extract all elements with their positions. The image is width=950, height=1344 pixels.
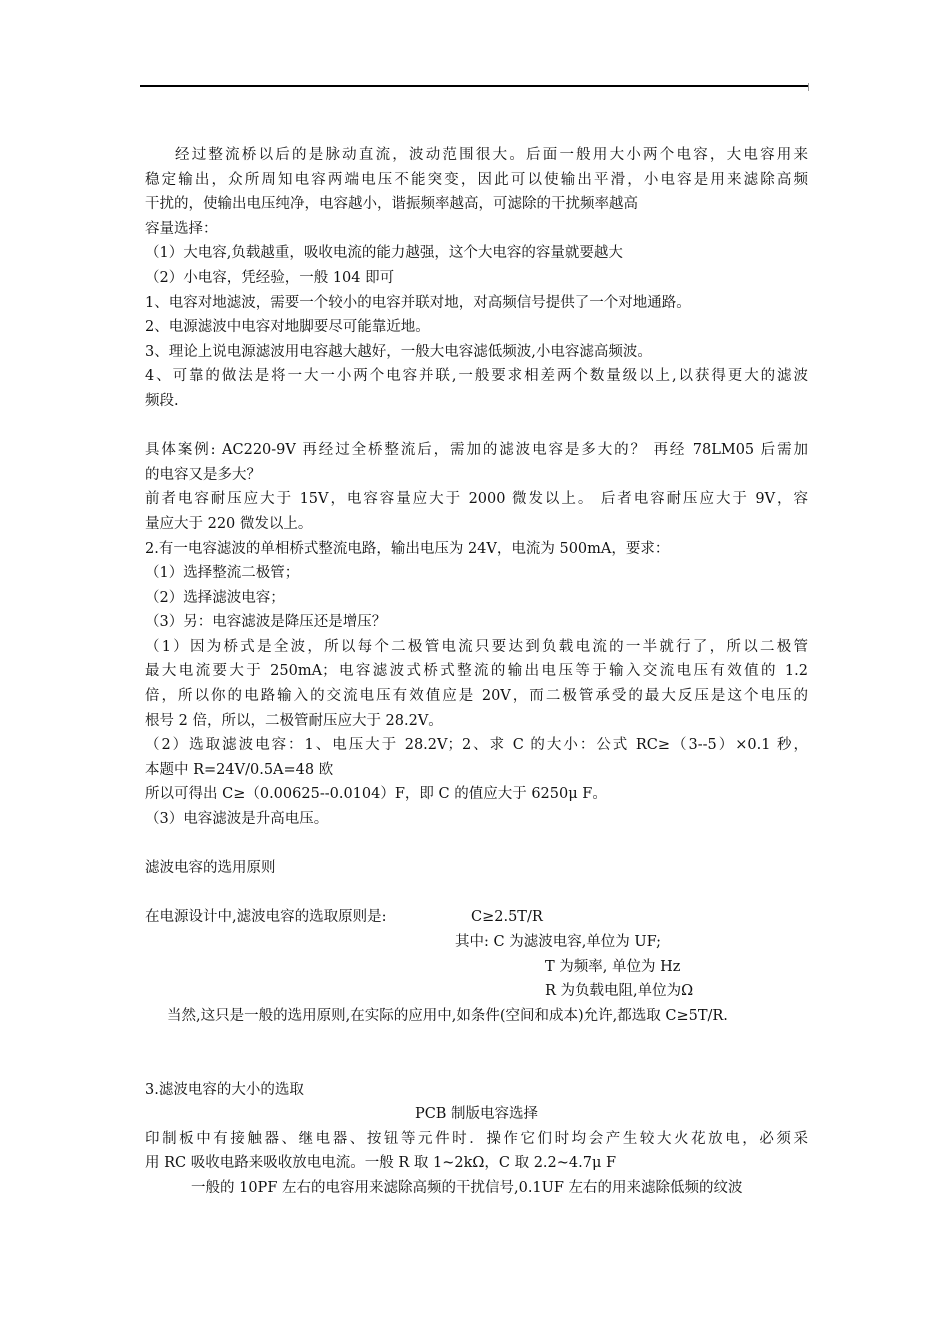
- blank-line: [145, 414, 808, 439]
- paragraph-line: 的电容又是多大？: [145, 466, 261, 483]
- paragraph-line: 一般的 10PF 左右的电容用来滤除高频的干扰信号,0.1UF 左右的用来滤除低频的纹波: [191, 1179, 743, 1196]
- paragraph-line: （2）选择滤波电容；: [145, 589, 285, 606]
- paragraph-line: （2）选取滤波电容：1、电压大于 28.2V；2、求 C 的大小：公式 RC≥（3--5）×0.1 秒，: [145, 737, 808, 754]
- blank-line: [145, 832, 808, 857]
- paragraph-line: （1）大电容,负载越重，吸收电流的能力越强，这个大电容的容量就要越大: [145, 245, 623, 262]
- formula-line: [145, 905, 808, 930]
- blank-line: [145, 1028, 808, 1053]
- document-body: [145, 143, 808, 1201]
- paragraph-line: 3、理论上说电源滤波用电容越大越好，一般大电容滤低频波,小电容滤高频波。: [145, 343, 652, 360]
- paragraph-line: 干扰的，使输出电压纯净，电容越小，谐振频率越高，可滤除的干扰频率越高: [145, 196, 638, 213]
- paragraph-line: 用 RC 吸收电路来吸收放电电流。一般 R 取 1~2kΩ，C 取 2.2~4.7μ F: [145, 1155, 617, 1172]
- formula-where-line: 其中: C 为滤波电容,单位为 UF;: [455, 934, 662, 950]
- paragraph-line: 2.有一电容滤波的单相桥式整流电路，输出电压为 24V，电流为 500mA，要求：: [145, 540, 670, 557]
- blank-line: [145, 881, 808, 906]
- paragraph-line: 根号 2 倍，所以，二极管耐压应大于 28.2V。: [145, 712, 443, 729]
- section-heading: 3.滤波电容的大小的选取: [145, 1081, 304, 1098]
- paragraph-line: 1、电容对地滤波，需要一个较小的电容并联对地，对高频信号提供了一个对地通路。: [145, 294, 691, 311]
- blank-line: [145, 1053, 808, 1078]
- formula-intro: 在电源设计中,滤波电容的选取原则是:: [145, 909, 387, 926]
- paragraph-line: 稳定输出，众所周知电容两端电压不能突变，因此可以使输出平滑，小电容是用来滤除高频: [145, 171, 808, 188]
- paragraph-line: 4、可靠的做法是将一大一小两个电容并联,一般要求相差两个数量级以上,以获得更大的滤波: [145, 368, 808, 385]
- paragraph-line: 经过整流桥以后的是脉动直流，波动范围很大。后面一般用大小两个电容，大电容用来: [175, 147, 808, 163]
- formula-where-line: R 为负载电阻,单位为Ω: [545, 983, 694, 1000]
- paragraph-line: （1）选择整流二极管；: [145, 565, 300, 582]
- paragraph-line: 本题中 R=24V/0.5A=48 欧: [145, 761, 334, 778]
- paragraph-line: （3）另：电容滤波是降压还是增压？: [145, 614, 387, 631]
- paragraph-line: （2）小电容，凭经验，一般 104 即可: [145, 269, 395, 286]
- paragraph-line: 当然,这只是一般的选用原则,在实际的应用中,如条件(空间和成本)允许,都选取 C≥5T/R.: [167, 1007, 728, 1024]
- paragraph-line: （3）电容滤波是升高电压。: [145, 811, 329, 828]
- paragraph-line: 所以可得出 C≥（0.00625--0.0104）F，即 C 的值应大于 6250μ F。: [145, 786, 607, 803]
- formula-where-line: T 为频率, 单位为 Hz: [545, 958, 681, 975]
- subsection-title: PCB 制版电容选择: [414, 1106, 539, 1123]
- paragraph-line: （1）因为桥式是全波，所以每个二极管电流只要达到负载电流的一半就行了，所以二极管: [145, 638, 808, 655]
- header-rule-tick: [808, 83, 809, 91]
- paragraph-line: 前者电容耐压应大于 15V，电容容量应大于 2000 微发以上。 后者电容耐压应大于 9V，容: [145, 491, 808, 508]
- paragraph-line: 最大电流要大于 250mA；电容滤波式桥式整流的输出电压等于输入交流电压有效值的 1.2: [145, 663, 808, 680]
- formula-expression: C≥2.5T/R: [471, 909, 543, 926]
- paragraph-line: 量应大于 220 微发以上。: [145, 515, 313, 532]
- paragraph-line: 容量选择：: [145, 220, 218, 237]
- header-rule: [140, 85, 808, 87]
- section-heading: 滤波电容的选用原则: [145, 860, 276, 877]
- paragraph-line: 印制板中有接触器、继电器、按钮等元件时．操作它们时均会产生较大火花放电，必须采: [145, 1130, 808, 1147]
- paragraph-line: 频段.: [145, 392, 179, 409]
- paragraph-line: 具体案例: AC220-9V 再经过全桥整流后，需加的滤波电容是多大的？ 再经 78LM05 后需加: [145, 442, 808, 459]
- paragraph-line: 2、电源滤波中电容对地脚要尽可能靠近地。: [145, 319, 430, 336]
- paragraph-line: 倍，所以你的电路输入的交流电压有效值应是 20V，而二极管承受的最大反压是这个电压的: [145, 688, 808, 705]
